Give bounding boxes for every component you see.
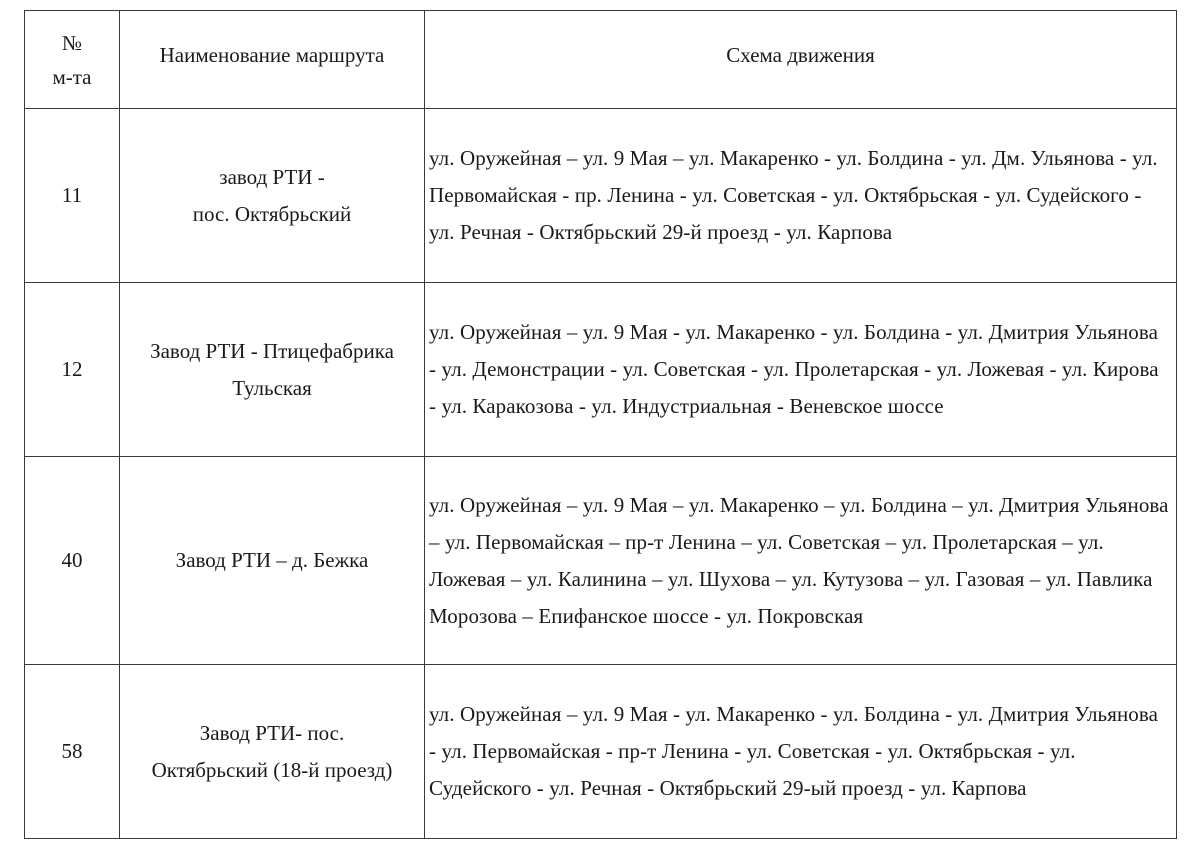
table-row [25, 283, 1177, 457]
route-name-line: Завод РТИ – д. Бежка [175, 548, 369, 572]
route-name-line: завод РТИ - [219, 164, 325, 189]
route-name-line: Завод РТИ- пос. [199, 720, 345, 745]
route-scheme: ул. Оружейная – ул. 9 Мая – ул. Макаренко – ул. Болдина – ул. Дмитрия Ульянова – ул. Первомайская – пр-т Ленина – ул. Советская – ул. Пролетарская – ул. Ложевая – ул. Калинина – ул. Шухова – ул. Кутузова – ул. Газовая – ул. Павлика Морозова – Епифанское шоссе - ул. Покровская [425, 457, 1177, 665]
table-header-row [25, 11, 1177, 109]
route-name [120, 665, 425, 839]
header-route-name: Наименование маршрута [120, 11, 425, 109]
header-number-line1: № [61, 30, 83, 55]
route-name-line: Октябрьский (18-й проезд) [151, 757, 393, 782]
header-number [25, 11, 120, 109]
route-number: 40 [25, 457, 120, 665]
route-name [120, 457, 425, 665]
header-route-scheme: Схема движения [425, 11, 1177, 109]
table-row [25, 109, 1177, 283]
table-row [25, 457, 1177, 665]
route-number: 12 [25, 283, 120, 457]
route-name [120, 283, 425, 457]
route-number: 58 [25, 665, 120, 839]
header-number-line2: м-та [52, 64, 92, 89]
table-row [25, 665, 1177, 839]
route-number: 11 [25, 109, 120, 283]
route-scheme: ул. Оружейная – ул. 9 Мая – ул. Макаренко - ул. Болдина - ул. Дм. Ульянова - ул. Первомайская - пр. Ленина - ул. Советская - ул. Октябрьская - ул. Судейского - ул. Речная - Октябрьский 29-й проезд - ул. Карпова [425, 109, 1177, 283]
route-name [120, 109, 425, 283]
route-name-line: пос. Октябрьский [192, 201, 352, 226]
routes-table [24, 10, 1177, 839]
route-name-line: Завод РТИ - Птицефабрика [150, 338, 394, 363]
route-scheme: ул. Оружейная – ул. 9 Мая - ул. Макаренко - ул. Болдина - ул. Дмитрия Ульянова - ул. Первомайская - пр-т Ленина - ул. Советская - ул. Октябрьская - ул. Судейского - ул. Речная - Октябрьский 29-ый проезд - ул. Карпова [425, 665, 1177, 839]
route-scheme: ул. Оружейная – ул. 9 Мая - ул. Макаренко - ул. Болдина - ул. Дмитрия Ульянова - ул. Демонстрации - ул. Советская - ул. Пролетарская - ул. Ложевая - ул. Кирова - ул. Каракозова - ул. Индустриальная - Веневское шоссе [425, 283, 1177, 457]
route-name-line: Тульская [232, 375, 312, 400]
